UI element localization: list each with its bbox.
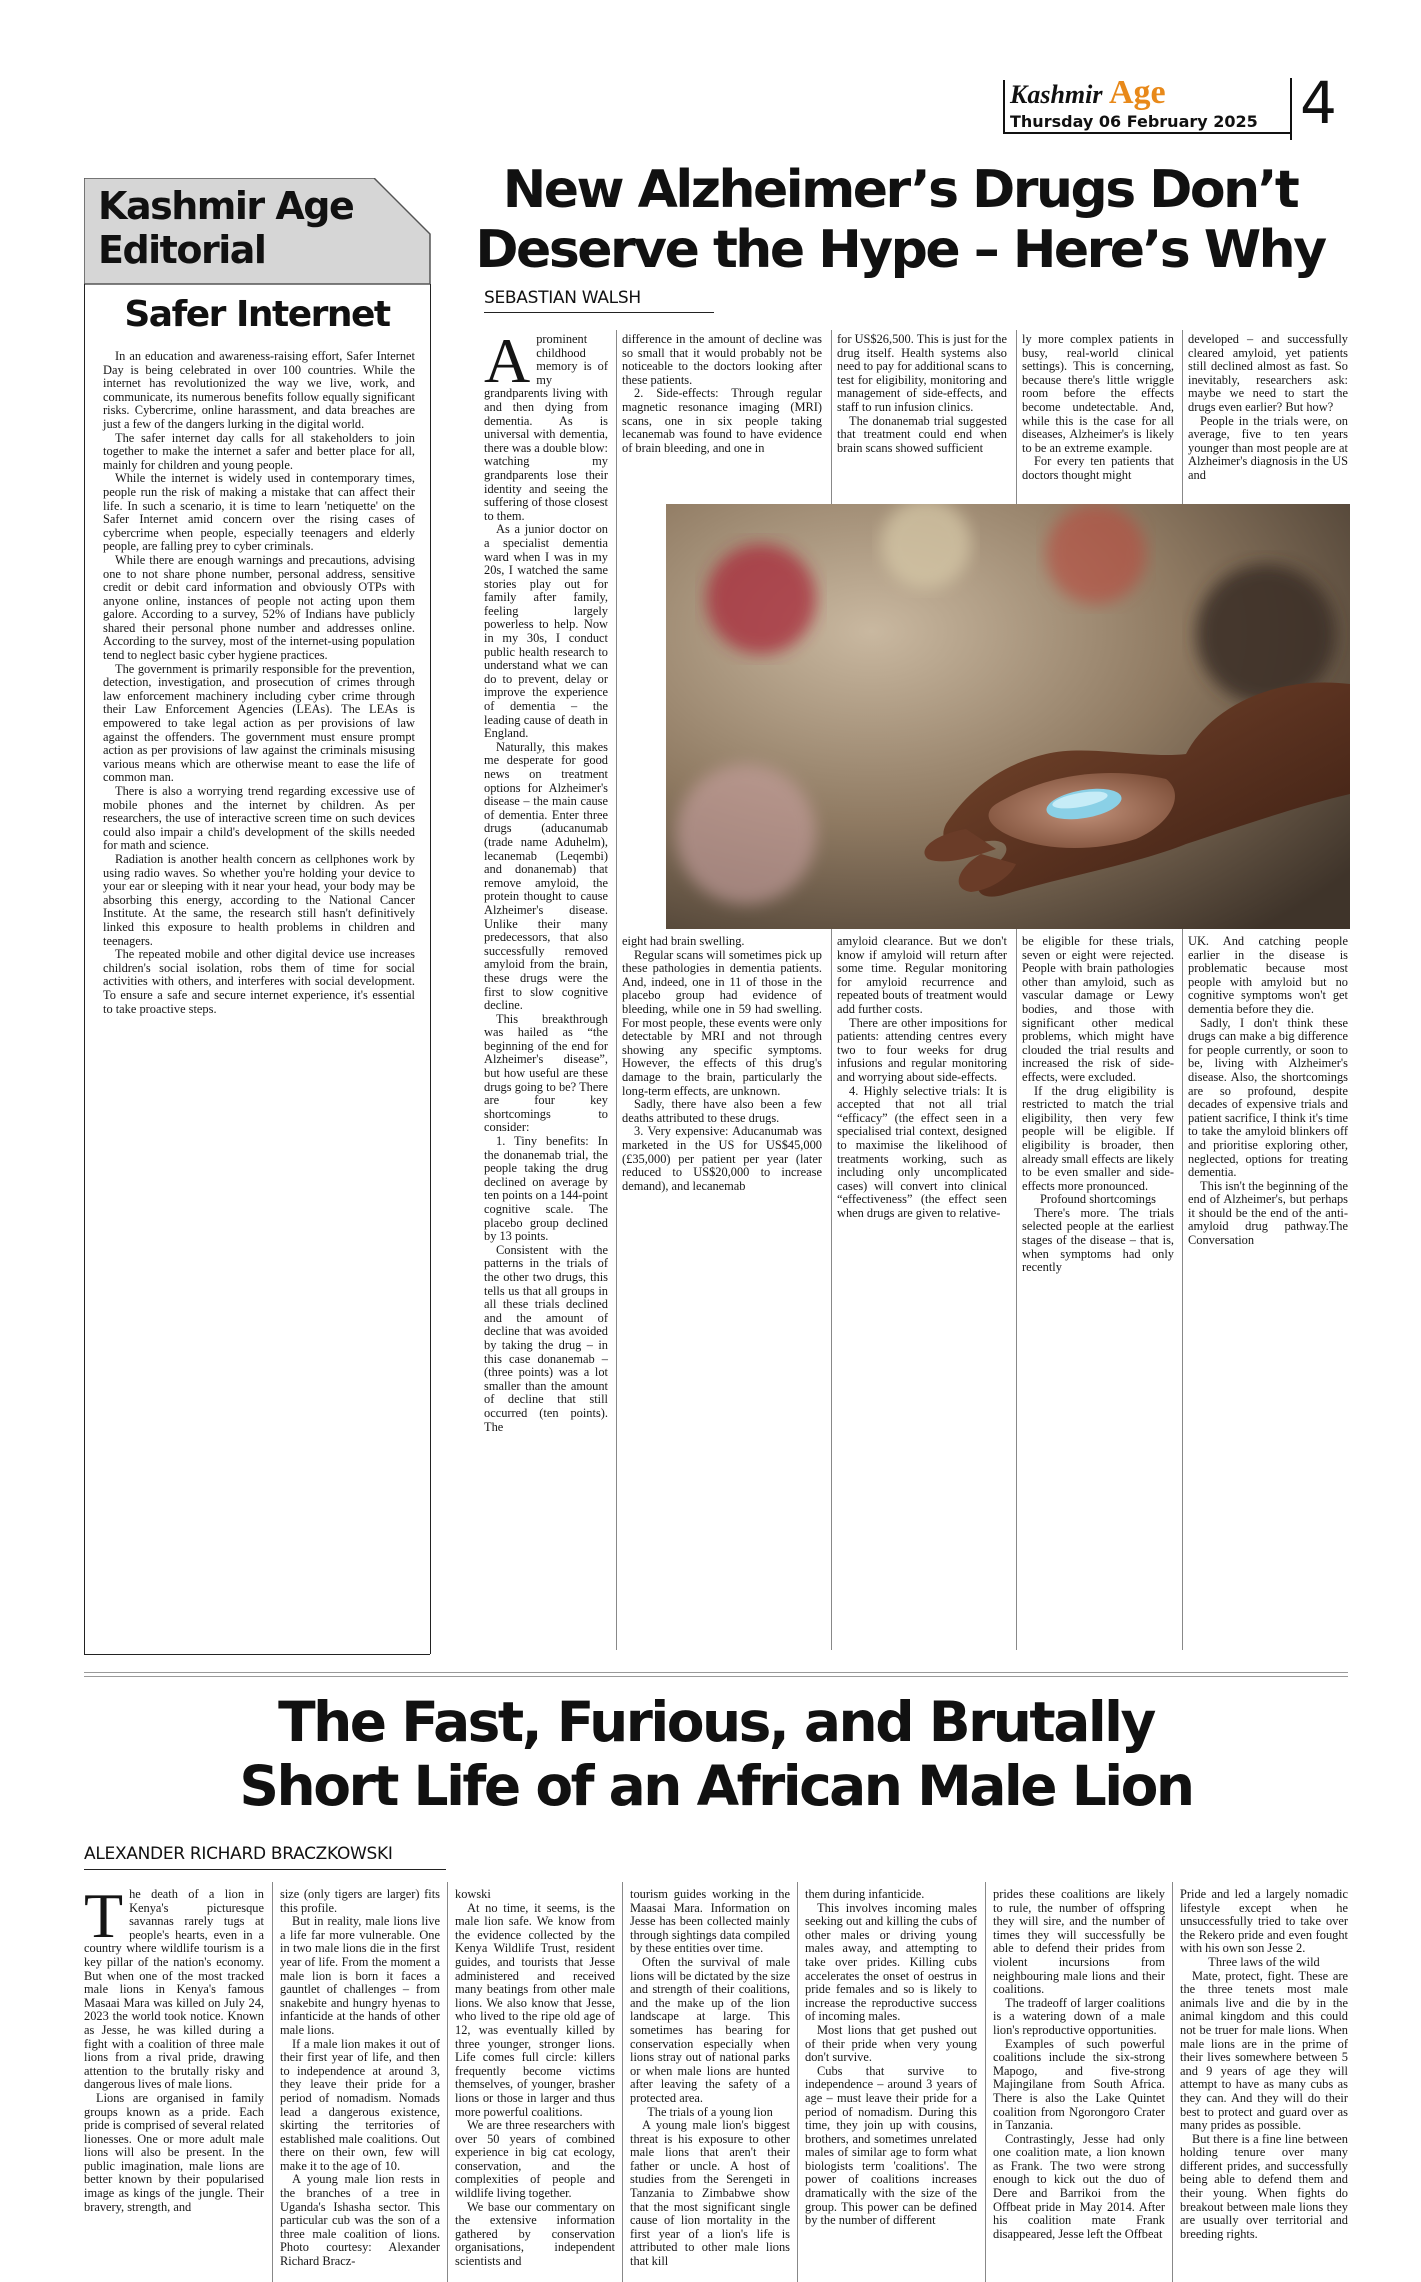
column-rule <box>797 1882 798 2282</box>
article1-paragraph: This breakthrough was hailed as “the beginning of the end for Alzheimer's disease”, but how useful are these drugs going to be? There are four key shortcomings to consider: <box>484 1011 608 1135</box>
article2-paragraph: Contrastingly, Jesse had only one coalition mate, a lion known as Frank. The two were strong enough to kick out the duo of Dere and Barrikoi from the Offbeat pride in May 2014. After his coalition mate Frank disappeared, Jesse left the Offbeat <box>993 2131 1165 2241</box>
article1-col4-bottom <box>1022 935 1174 1650</box>
article2-headline-line2: Short Life of an African Male Lion <box>239 1754 1193 1818</box>
article1-paragraph: developed – and successfully cleared amyloid, yet patients still declined almost as fast. So inevitably, researchers ask: maybe we need to start the drugs even earlier? But how? <box>1188 333 1348 414</box>
article2-col5 <box>805 1888 977 2278</box>
column-rule <box>985 1882 986 2282</box>
article1-paragraph: UK. And catching people earlier in the disease is problematic because most people with amyloid but no cognitive symptoms won't get dementia before they die. <box>1188 935 1348 1016</box>
article2-byline-rule <box>84 1869 446 1870</box>
column-rule <box>1172 1882 1173 2282</box>
article2-paragraph: Most lions that get pushed out of their pride when very young don't survive. <box>805 2022 977 2065</box>
editorial-paragraph: While there are enough warnings and precautions, advising one to not share phone number, personal address, sensitive credit or debit card information and obviously OTPs with anyone online, instances of people not acting upon them galore. According to a survey, 52% of Indians have publicly shared their personal phone number and addresses online. According to the survey, most of the internet-using population tend to neglect basic cyber hygiene practices. <box>103 552 415 663</box>
article2-paragraph: them during infanticide. <box>805 1888 925 1901</box>
article1-headline-line2: Deserve the Hype – Here’s Why <box>475 220 1325 280</box>
article1-paragraph: There's more. The trials selected people at the earliest stages of the disease – that is, when symptoms had only recently <box>1022 1205 1174 1275</box>
article1-paragraph: difference in the amount of decline was so small that it would probably not be noticeable to the doctors looking after these patients. <box>622 333 822 387</box>
article2-paragraph: If a male lion makes it out of their first year of life, and then to independence at around 3, they leave their pride for a period of nomadism. Nomads lead a dangerous existence, skirting the territories of established male coalitions. Out there on their own, few will make it to the age of 10. <box>280 2036 440 2173</box>
column-rule <box>616 330 617 1650</box>
article1-byline: SEBASTIAN WALSH <box>484 288 641 308</box>
article2-byline: ALEXANDER RICHARD BRACZKOWSKI <box>84 1844 393 1864</box>
editorial-paragraph: Radiation is another health concern as cellphones work by using radio waves. So whether you're holding your device to your ear or sleeping with it near your head, your body may be absorbing this energy, according to the National Cancer Institute. At the same, the research still hasn't definitively linked this exposure to health problems in children and teenagers. <box>103 851 415 948</box>
page-number-divider <box>1290 78 1292 140</box>
editorial-banner-line2: Editorial <box>98 228 266 272</box>
article2-paragraph: A young male lion rests in the branches of a tree in Uganda's Ishasha sector. This particular cub was the son of a three male coalition of lions. Photo courtesy: Alexander Richard Bracz- <box>280 2172 440 2269</box>
article2-col1 <box>84 1888 264 2278</box>
editorial-paragraph: While the internet is widely used in contemporary times, people run the risk of making a mistake that can affect their life. In such a scenario, it is time to learn 'netiquette' on the Safer Internet amid concern over the rising cases of cybercrime when people, especially teenagers and elderly people, are falling prey to cyber criminals. <box>103 471 415 554</box>
article1-lead-paragraph <box>484 333 608 523</box>
article2-paragraph: Often the survival of male lions will be dictated by the size and strength of their coalitions, and the make up of the lion landscape at large. This sometimes has bearing for conservation especially when lions stray out of national parks or when male lions are hunted after leaving the safety of a protected area. <box>630 1954 790 2105</box>
masthead-underline <box>1003 132 1290 134</box>
article1-subhead: Profound shortcomings <box>1040 1192 1156 1207</box>
editorial-paragraph: The safer internet day calls for all stakeholders to join together to make the internet a safer and better place for all, mainly for children and young people. <box>103 430 415 472</box>
article1-paragraph: ly more complex patients in busy, real-world clinical settings). This is concerning, because there's little wriggle room before the effects become undetectable. And, while this is the case for all diseases, Alzheimer's is likely to be an extreme example. <box>1022 333 1174 455</box>
section-separator <box>84 1676 1348 1677</box>
article1-col2-bottom <box>622 935 822 1650</box>
article2-col3 <box>455 1888 615 2278</box>
article1-col4-top <box>1022 333 1174 499</box>
editorial-banner-line1: Kashmir Age <box>98 184 354 228</box>
article2-headline-line1: The Fast, Furious, and Brutally <box>278 1690 1154 1754</box>
section-separator <box>84 1672 1348 1673</box>
column-rule <box>447 1882 448 2282</box>
editorial-paragraph: The repeated mobile and other digital device use increases children's social isolation, robs them of time for social activities with others, and interferes with social development. To ensure a safe and secure internet experience, it's essential to take proactive steps. <box>103 947 415 1016</box>
article2-paragraph: At no time, it seems, is the male lion safe. We know from the evidence collected by the Kenya Wildlife Trust, resident guides, and tourists that Jesse administered and received many beatings from other male lions. We also know that Jesse, who lived to the ripe old age of 12, was eventually killed by three younger, stronger lions. Life comes full circle: killers frequently become victims themselves, of younger, brasher lions or those in larger and thus more powerful coalitions. <box>455 1900 615 2119</box>
column-rule <box>622 1882 623 2282</box>
article2-paragraph: Examples of such powerful coalitions include the six-strong Mapogo, and five-strong Majingilane from South Africa. There is also the Lake Quintet coalition from Ngorongoro Crater in Tanzania. <box>993 2036 1165 2133</box>
article2-col4 <box>630 1888 790 2278</box>
article1-dropcap: A <box>484 333 531 396</box>
article1-paragraph: Sadly, there have also been a few deaths attributed to these drugs. <box>622 1097 822 1125</box>
article2-paragraph: Lions are organised in family groups known as a pride. Each pride is comprised of several related lionesses. One or more adult male lions will also be present. In the public imagination, male lions are better known by their popularised image as kings of the jungle. Their bravery, strength, and <box>84 2090 264 2214</box>
editorial-box-bottom <box>84 1654 430 1655</box>
brand-kashmir: Kashmir <box>1010 80 1103 109</box>
article1-byline-rule <box>484 312 714 313</box>
article2-paragraph: A young male lion's biggest threat is his exposure to other male lions that aren't their father or uncle. A host of studies from the Serengeti in Tanzania to Zimbabwe show that the most significant single cause of lion mortality in the first year of a lion's life is attributed to other male lions that kill <box>630 2118 790 2269</box>
column-rule <box>272 1882 273 2282</box>
article2-paragraph: The tradeoff of larger coalitions is a watering down of a male lion's reproductive opportunities. <box>993 1995 1165 2037</box>
article1-headline <box>450 160 1350 280</box>
article2-col6 <box>993 1888 1165 2278</box>
article1-col1 <box>484 333 608 1653</box>
masthead-divider <box>1003 80 1005 132</box>
article1-paragraph: Naturally, this makes me desperate for good news on treatment options for Alzheimer's disease – the main cause of dementia. Enter three drugs (aducanumab (trade name Aduhelm), lecanemab (Leqembi) and donanemab) that remove amyloid, the protein thought to cause Alzheimer's disease. Unlike their many predecessors, that also successfully removed amyloid from the brain, these drugs were the first to slow cognitive decline. <box>484 739 608 1013</box>
article2-paragraph: size (only tigers are larger) fits this profile. <box>280 1888 440 1915</box>
masthead <box>1010 74 1300 138</box>
editorial-box-left <box>84 284 85 1654</box>
article2-paragraph: tourism guides working in the Maasai Mara. Information on Jesse has been collected mainly through sightings data compiled by these entities over time. <box>630 1888 790 1956</box>
article2-dropcap: T <box>84 1888 124 1951</box>
editorial-banner <box>98 184 353 272</box>
brand-age: Age <box>1109 74 1166 111</box>
article1-col5-top <box>1188 333 1348 499</box>
article2-paragraph: This involves incoming males seeking out and killing the cubs of other males or driving young males away, and attempting to take over prides. Killing cubs accelerates the onset of oestrus in pride females and so is likely to increase the reproductive success of incoming males. <box>805 1900 977 2024</box>
article2-paragraph: kowski <box>455 1888 491 1901</box>
article1-paragraph: For every ten patients that doctors thought might <box>1022 454 1174 482</box>
article1-paragraph: be eligible for these trials, seven or eight were rejected. People with brain pathologies other than amyloid, such as vascular damage or Lewy bodies, and those with significant other medical problems, which might have clouded the trial results and increased the risk of side-effects, were excluded. <box>1022 935 1174 1084</box>
article2-lead-paragraph <box>84 1888 264 2092</box>
article1-col3-top <box>837 333 1007 499</box>
editorial-box-right <box>430 284 431 1654</box>
article1-paragraph: 3. Very expensive: Aducanumab was marketed in the US for US$45,000 (£35,000) per patient per year (later reduced to US$20,000 to increase demand), and lecanemab <box>622 1124 822 1193</box>
editorial-body <box>103 350 415 1016</box>
editorial-title: Safer Internet <box>124 294 390 335</box>
article2-paragraph: But there is a fine line between holding tenure over many different prides, and successfully being able to defend them and their young. When fights do breakout between male lions they are usually over territorial and breeding rights. <box>1180 2131 1348 2241</box>
article2-lead-text: he death of a lion in Kenya's picturesque savannas rarely tugs at people's hearts, even in a country where wildlife tourism is a key pillar of the nation's economy. But when one of the most tracked male lions in Kenya's famous Masaai Mara was killed on July 24, 2023 the world took notice. Known as Jesse, he was killed during a fight with a coalition of three male lions from a rival pride, drawing attention to the brutally risky and dangerous lives of male lions. <box>84 1888 264 2092</box>
article1-paragraph: 1. Tiny benefits: In the donanemab trial, the people taking the drug declined on average by ten points on a 144-point cognitive scale. The placebo group declined by 13 points. <box>484 1134 608 1244</box>
article2-paragraph: We are three researchers with over 50 years of combined experience in big cat ecology, conservation, and the complexities of people and wildlife living together. <box>455 2118 615 2201</box>
article1-lead-text: prominent childhood memory is of my grandparents living with and then dying from dementia. As is universal with dementia, there was a double blow: watching my grandparents lose their identity and seeing the suffering of those closest to them. <box>484 333 608 523</box>
article1-paragraph: 2. Side-effects: Through regular magnetic resonance imaging (MRI) scans, one in six people taking lecanemab was found to have evidence of brain bleeding, and one in <box>622 386 822 455</box>
issue-date: Thursday 06 February 2025 <box>1010 112 1258 131</box>
article1-col3-bottom <box>837 935 1007 1650</box>
article1-paragraph: If the drug eligibility is restricted to match the trial eligibility, then very few people will be eligible. If eligibility is broader, then already small effects are likely to be even smaller and side-effects more pronounced. <box>1022 1083 1174 1193</box>
article1-paragraph: for US$26,500. This is just for the drug itself. Health systems also need to pay for additional scans to test for eligibility, monitoring and management of side-effects, and staff to run infusion clinics. <box>837 333 1007 414</box>
brand-logo <box>1010 74 1300 111</box>
hand-pill-photo <box>666 504 1350 929</box>
article2-col7 <box>1180 1888 1348 2278</box>
article1-paragraph: The donanemab trial suggested that treatment could end when brain scans showed sufficient <box>837 413 1007 455</box>
article2-headline <box>84 1690 1348 1818</box>
article1-paragraph: People in the trials were, on average, five to ten years younger than most people are at Alzheimer's diagnosis in the US and <box>1188 413 1348 482</box>
article1-paragraph: Sadly, I don't think these drugs can make a big difference for people currently, or soon to be, living with Alzheimer's disease. Also, the shortcomings are so profound, despite decades of expensive trials and patient sacrifice, I think it's time to take the amyloid blinkers off and prioritise exploring other, neglected, options for treating dementia. <box>1188 1015 1348 1180</box>
editorial-paragraph: In an education and awareness-raising effort, Safer Internet Day is being celebrated in over 100 countries. While the internet has revolutionized the way we live, work, and communicate, its numerous benefits follow equally significant risks. Cybercrime, online harassment, and data breaches are just a few of the dangers lurking in the digital world. <box>103 349 415 431</box>
article1-paragraph: As a junior doctor on a specialist dementia ward when I was in my 20s, I watched the same stories play out for family after family, feeling largely powerless to help. Now in my 30s, I conduct public health research to understand what we can do to prevent, delay or improve the experience of dementia – the leading cause of death in England. <box>484 522 608 741</box>
article2-paragraph: Mate, protect, fight. These are the three tenets most male animals live and die by in the animal kingdom and this could not be truer for male lions. When male lions are in the prime of their lives somewhere between 5 and 9 years of age they will attempt to have as many cubs as they can. And they will do their best to protect and guard over as many prides as possible. <box>1180 1968 1348 2133</box>
article1-paragraph: There are other impositions for patients: attending centres every two to four weeks for drug infusions and regular monitoring and worrying about side-effects. <box>837 1015 1007 1084</box>
page-number: 4 <box>1300 69 1337 137</box>
article2-paragraph: But in reality, male lions live a life far more vulnerable. One in two male lions die in the first year of life. From the moment a male lion is born it faces a gauntlet of challenges – from snakebite and hungry hyenas to infanticide at the hands of other male lions. <box>280 1914 440 2037</box>
article1-paragraph: This isn't the beginning of the end of Alzheimer's, but perhaps it should be the end of the anti-amyloid drug pathway.The Conversation <box>1188 1178 1348 1248</box>
editorial-paragraph: The government is primarily responsible for the prevention, detection, investigation, and prosecution of crimes through law enforcement machinery including cyber crime through their Law Enforcement Agencies (LEAs). The LEAs is empowered to take legal action as per provisions of law against the offenders. The government must ensure prompt action as per provisions of law against the criminals misusing various means which are otherwise meant to ease the life of common man. <box>103 661 415 785</box>
article1-paragraph: eight had brain swelling. <box>622 935 745 948</box>
article2-paragraph: We base our commentary on the extensive information gathered by conservation organisations, independent scientists and <box>455 2199 615 2269</box>
article2-subhead: Three laws of the wild <box>1208 1954 1320 1969</box>
article1-headline-line1: New Alzheimer’s Drugs Don’t <box>502 160 1298 220</box>
article1-col2-top <box>622 333 822 499</box>
article2-paragraph: Cubs that survive to independence – around 3 years of age – must leave their pride for a period of nomadism. During this time, they join up with cousins, brothers, and sometimes unrelated males of similar age to form what biologists term 'coalitions'. The power of coalitions increases dramatically with the size of the group. This power can be defined by the number of different <box>805 2063 977 2228</box>
article2-paragraph: prides these coalitions are likely to rule, the number of offspring they will sire, and the number of times they will successfully be able to defend their prides from violent incursions from neighbouring male lions and their coalitions. <box>993 1888 1165 1997</box>
article2-paragraph: Pride and led a largely nomadic lifestyle except when he unsuccessfully tried to take over the Rekero pride and even fought with his own son Jesse 2. <box>1180 1888 1348 1956</box>
article1-paragraph: Regular scans will sometimes pick up these pathologies in dementia patients. And, indeed, one in 11 of those in the placebo group had evidence of bleeding, while one in 59 had swelling. For most people, these events were only detectable by MRI and not through showing any specific symptoms. However, the effects of this drug's damage to the brain, particularly the long-term effects, are unknown. <box>622 947 822 1098</box>
article1-paragraph: 4. Highly selective trials: It is accepted that not all trial “efficacy” (the effect seen in a specialised trial context, designed to maximise the likelihood of treatments working, such as including only uncomplicated cases) will convert into clinical “effectiveness” (the effect seen when drugs are given to relative- <box>837 1083 1007 1220</box>
article1-col5-bottom <box>1188 935 1348 1650</box>
article1-paragraph: Consistent with the patterns in the trials of the other two drugs, this tells us that all groups in all these trials declined and the amount of decline that was avoided by taking the drug – in this case donanemab – (three points) was a lot smaller than the amount of decline that still occurred (ten points). The <box>484 1242 608 1434</box>
article2-col2 <box>280 1888 440 2278</box>
editorial-paragraph: There is also a worrying trend regarding excessive use of mobile phones and the internet by children. As per researchers, the use of interactive screen time on such devices could also impair a child's development of the skills needed for math and science. <box>103 784 415 853</box>
article1-paragraph: amyloid clearance. But we don't know if amyloid will return after some time. Regular monitoring for amyloid recurrence and repeated bouts of treatment would add further costs. <box>837 935 1007 1016</box>
article2-subhead: The trials of a young lion <box>647 2104 773 2119</box>
